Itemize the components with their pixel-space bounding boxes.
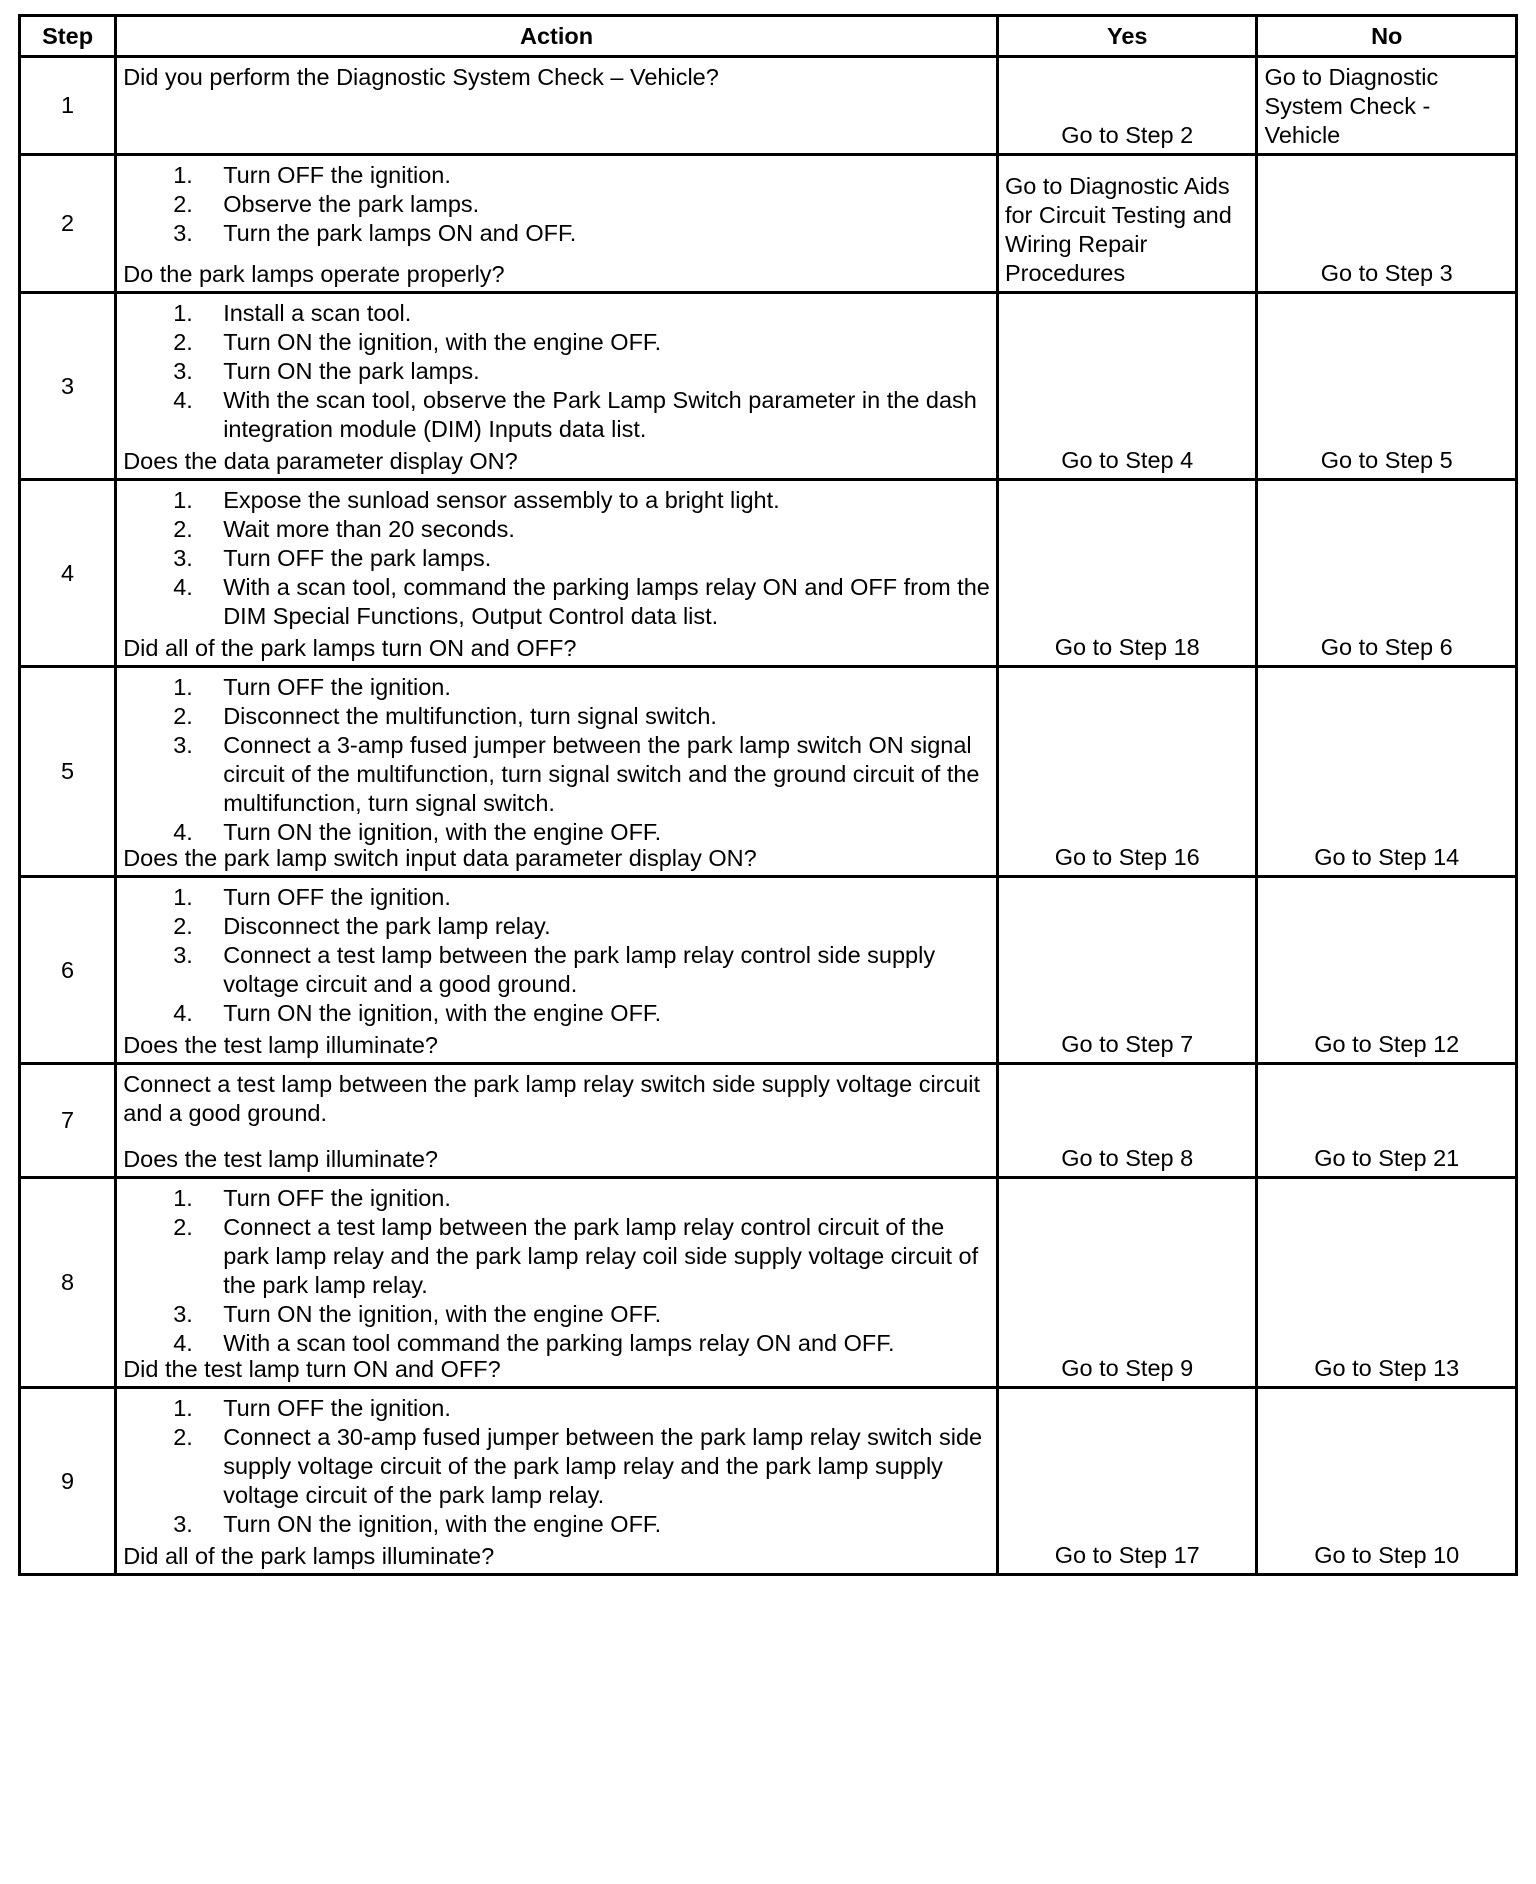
action-step-number: 3.: [173, 545, 193, 571]
action-cell: [116, 877, 998, 1064]
action-steps-list: [123, 1394, 992, 1539]
yes-result: Go to Step 9: [997, 1178, 1257, 1388]
action-step-number: 4.: [173, 387, 193, 413]
action-step-number: 3.: [173, 1301, 193, 1327]
action-cell: [116, 1388, 998, 1575]
table-row: [20, 1064, 1517, 1178]
no-result: Go to Step 21: [1257, 1064, 1517, 1178]
action-step-number: 3.: [173, 1511, 193, 1537]
yes-result: Go to Step 17: [997, 1388, 1257, 1575]
action-step-item: [123, 328, 992, 357]
action-step-number: 2.: [173, 913, 193, 939]
action-step-number: 2.: [173, 516, 193, 542]
action-cell: [116, 480, 998, 667]
action-cell: [116, 155, 998, 293]
action-step-text: Turn ON the ignition, with the engine OFF.: [223, 1301, 662, 1327]
table-body: [20, 57, 1517, 1575]
no-result: Go to Step 12: [1257, 877, 1517, 1064]
no-result: Go to Step 5: [1257, 293, 1517, 480]
action-steps-list: [123, 486, 992, 631]
table-row: [20, 480, 1517, 667]
action-step-number: 3.: [173, 732, 193, 758]
action-intro: Did you perform the Diagnostic System Check – Vehicle?: [123, 64, 719, 90]
action-step-text: Turn ON the ignition, with the engine OFF.: [223, 1511, 662, 1537]
action-step-text: Disconnect the park lamp relay.: [223, 913, 551, 939]
action-step-item: [123, 190, 992, 219]
action-step-text: Connect a test lamp between the park lamp relay control side supply voltage circuit and a good ground.: [223, 942, 936, 997]
action-step-number: 4.: [173, 819, 193, 845]
action-steps-list: [123, 161, 992, 248]
step-number: 8: [20, 1178, 116, 1388]
action-question: Does the test lamp illuminate?: [123, 1146, 438, 1172]
action-step-text: Observe the park lamps.: [223, 191, 480, 217]
no-result: Go to Step 3: [1257, 155, 1517, 293]
action-step-number: 2.: [173, 1214, 193, 1240]
table-row: [20, 1178, 1517, 1388]
header-action: Action: [116, 16, 998, 57]
action-step-number: 3.: [173, 358, 193, 384]
action-step-number: 4.: [173, 1000, 193, 1026]
no-result: Go to Step 6: [1257, 480, 1517, 667]
action-step-item: [123, 219, 992, 248]
action-step-item: [123, 702, 992, 731]
action-step-number: 1.: [173, 1185, 193, 1211]
action-step-item: [123, 1394, 992, 1423]
action-question: Does the park lamp switch input data parameter display ON?: [123, 845, 757, 871]
action-step-item: [123, 1510, 992, 1539]
action-step-item: [123, 486, 992, 515]
step-number: 5: [20, 667, 116, 877]
action-step-number: 2.: [173, 1424, 193, 1450]
action-step-item: [123, 357, 992, 386]
action-step-item: [123, 1184, 992, 1213]
table-row: [20, 57, 1517, 155]
action-step-number: 1.: [173, 300, 193, 326]
action-step-text: Turn ON the ignition, with the engine OFF.: [223, 819, 662, 845]
step-number: 1: [20, 57, 116, 155]
action-step-text: Turn OFF the ignition.: [223, 1395, 451, 1421]
action-step-item: [123, 515, 992, 544]
action-step-number: 2.: [173, 703, 193, 729]
yes-result: Go to Step 2: [997, 57, 1257, 155]
action-step-text: Turn OFF the ignition.: [223, 1185, 451, 1211]
action-step-text: Turn ON the park lamps.: [223, 358, 480, 384]
action-step-number: 4.: [173, 574, 193, 600]
action-step-text: With a scan tool command the parking lamps relay ON and OFF.: [223, 1330, 895, 1356]
action-step-item: [123, 731, 992, 818]
action-step-item: [123, 912, 992, 941]
table-row: [20, 293, 1517, 480]
action-question: Did the test lamp turn ON and OFF?: [123, 1356, 501, 1382]
no-result: Go to Diagnostic System Check - Vehicle: [1257, 57, 1517, 155]
action-step-text: Disconnect the multifunction, turn signal switch.: [223, 703, 717, 729]
step-number: 6: [20, 877, 116, 1064]
diagnostic-table-sheet: [18, 14, 1518, 1576]
action-step-item: [123, 883, 992, 912]
action-step-text: Connect a 30-amp fused jumper between the park lamp relay switch side supply voltage circuit of the park lamp relay and the park lamp supply voltage circuit of the park lamp relay.: [223, 1424, 983, 1508]
action-question: Did all of the park lamps illuminate?: [123, 1543, 495, 1569]
step-number: 7: [20, 1064, 116, 1178]
action-question: Does the data parameter display ON?: [123, 448, 518, 474]
action-cell: [116, 57, 998, 155]
action-step-item: [123, 999, 992, 1028]
table-header-row: [20, 16, 1517, 57]
action-cell: [116, 293, 998, 480]
table-row: [20, 155, 1517, 293]
step-number: 9: [20, 1388, 116, 1575]
action-step-text: Turn the park lamps ON and OFF.: [223, 220, 577, 246]
no-result: Go to Step 13: [1257, 1178, 1517, 1388]
yes-result: Go to Step 16: [997, 667, 1257, 877]
action-step-text: Turn OFF the ignition.: [223, 162, 451, 188]
action-step-text: With a scan tool, command the parking lamps relay ON and OFF from the DIM Special Functions, Output Control data list.: [223, 574, 990, 629]
yes-result: Go to Step 18: [997, 480, 1257, 667]
action-step-number: 2.: [173, 329, 193, 355]
action-step-item: [123, 941, 992, 999]
header-no: No: [1257, 16, 1517, 57]
yes-result: Go to Diagnostic Aids for Circuit Testing and Wiring Repair Procedures: [997, 155, 1257, 293]
action-step-text: Install a scan tool.: [223, 300, 412, 326]
action-step-number: 3.: [173, 942, 193, 968]
action-step-number: 1.: [173, 674, 193, 700]
action-step-text: Turn OFF the ignition.: [223, 884, 451, 910]
action-step-text: Expose the sunload sensor assembly to a bright light.: [223, 487, 780, 513]
action-step-number: 4.: [173, 1330, 193, 1356]
action-step-item: [123, 544, 992, 573]
header-step: Step: [20, 16, 116, 57]
action-question: Does the test lamp illuminate?: [123, 1032, 438, 1058]
action-step-item: [123, 161, 992, 190]
action-step-item: [123, 1213, 992, 1300]
action-step-number: 1.: [173, 1395, 193, 1421]
no-result: Go to Step 10: [1257, 1388, 1517, 1575]
action-step-text: Wait more than 20 seconds.: [223, 516, 515, 542]
action-steps-list: [123, 673, 992, 847]
step-number: 4: [20, 480, 116, 667]
action-steps-list: [123, 299, 992, 444]
action-step-item: [123, 1423, 992, 1510]
no-result: Go to Step 14: [1257, 667, 1517, 877]
action-steps-list: [123, 1184, 992, 1358]
action-step-text: Turn OFF the park lamps.: [223, 545, 492, 571]
action-steps-list: [123, 883, 992, 1028]
table-row: [20, 667, 1517, 877]
action-step-number: 3.: [173, 220, 193, 246]
action-step-text: Turn OFF the ignition.: [223, 674, 451, 700]
action-step-text: Connect a 3-amp fused jumper between the park lamp switch ON signal circuit of the multifunction, turn signal switch and the ground circuit of the multifunction, turn signal switch.: [223, 732, 980, 816]
step-number: 3: [20, 293, 116, 480]
action-question: Do the park lamps operate properly?: [123, 261, 505, 287]
action-step-text: Connect a test lamp between the park lamp relay control circuit of the park lamp relay and the park lamp relay coil side supply voltage circuit of the park lamp relay.: [223, 1214, 979, 1298]
action-step-number: 1.: [173, 487, 193, 513]
action-step-item: [123, 299, 992, 328]
yes-result: Go to Step 8: [997, 1064, 1257, 1178]
action-question: Did all of the park lamps turn ON and OFF?: [123, 635, 577, 661]
action-intro: Connect a test lamp between the park lamp relay switch side supply voltage circuit and a good ground.: [123, 1071, 981, 1126]
action-cell: [116, 1064, 998, 1178]
action-step-text: Turn ON the ignition, with the engine OFF.: [223, 1000, 662, 1026]
action-step-number: 1.: [173, 162, 193, 188]
action-cell: [116, 1178, 998, 1388]
diagnostic-table: [18, 14, 1518, 1576]
header-yes: Yes: [997, 16, 1257, 57]
yes-result: Go to Step 4: [997, 293, 1257, 480]
action-step-item: [123, 673, 992, 702]
action-step-text: Turn ON the ignition, with the engine OFF.: [223, 329, 662, 355]
action-step-text: With the scan tool, observe the Park Lamp Switch parameter in the dash integration module (DIM) Inputs data list.: [223, 387, 977, 442]
action-step-item: [123, 818, 992, 847]
step-number: 2: [20, 155, 116, 293]
table-row: [20, 1388, 1517, 1575]
action-step-number: 1.: [173, 884, 193, 910]
action-step-item: [123, 573, 992, 631]
action-step-number: 2.: [173, 191, 193, 217]
yes-result: Go to Step 7: [997, 877, 1257, 1064]
action-step-item: [123, 1300, 992, 1329]
action-step-item: [123, 386, 992, 444]
action-step-item: [123, 1329, 992, 1358]
table-row: [20, 877, 1517, 1064]
action-cell: [116, 667, 998, 877]
